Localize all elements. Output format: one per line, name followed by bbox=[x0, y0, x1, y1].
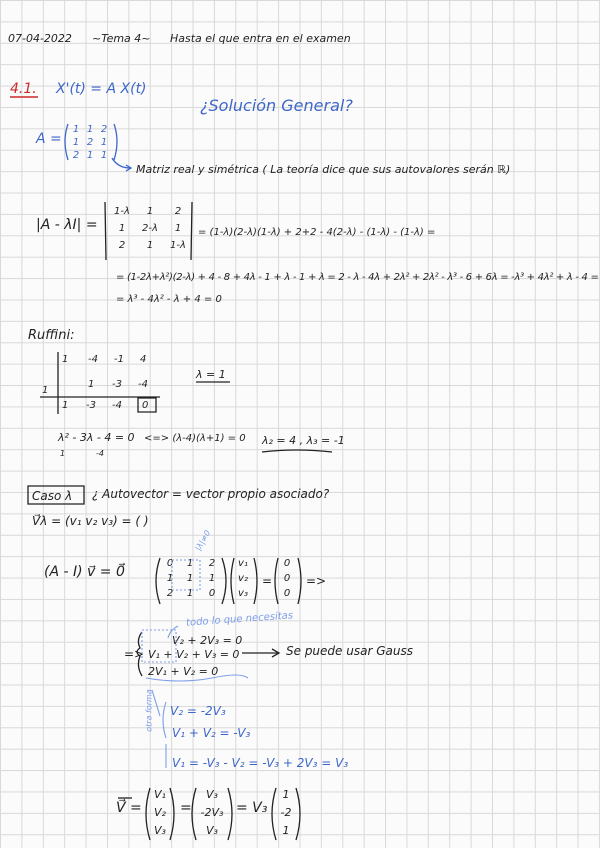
final-dir-cell: -2 bbox=[280, 806, 292, 819]
final-v-cell: V₃ bbox=[154, 824, 166, 837]
matrix-a-bracket-left bbox=[65, 124, 68, 160]
case-matrix-cell: 1 bbox=[166, 573, 174, 584]
case-arrow: => bbox=[306, 574, 327, 588]
case-v-cell: v₂ bbox=[238, 573, 248, 584]
det-line1: = (1-λ)(2-λ)(1-λ) + 2+2 - 4(2-λ) - (1-λ) - (1-λ) = bbox=[198, 227, 436, 238]
header-note: Hasta el que entra en el examen bbox=[170, 32, 351, 45]
final-dir-bracket-left bbox=[272, 788, 276, 840]
ruffini-top: -4 bbox=[88, 354, 98, 365]
case-dotted-box bbox=[172, 560, 200, 590]
det-cell: 1 bbox=[118, 223, 126, 234]
case-zero-bracket-left bbox=[275, 558, 278, 604]
det-cell: 2 bbox=[174, 206, 182, 217]
final-scalar: = V₃ bbox=[236, 800, 268, 816]
final-mid-bracket-left bbox=[192, 788, 196, 840]
case-v-cell: v₃ bbox=[238, 588, 248, 599]
ruffini-divisor: 1 bbox=[42, 385, 49, 396]
det-cell: 1-λ bbox=[114, 206, 130, 217]
quadratic: λ² - 3λ - 4 = 0 bbox=[58, 431, 135, 444]
sol1: V₂ = -2V₃ bbox=[170, 704, 226, 718]
case-zero: 0 bbox=[283, 573, 291, 584]
matrix-a-cell: 2 bbox=[86, 137, 94, 148]
matrix-a-label: A = bbox=[36, 131, 62, 147]
final-v-bracket-right bbox=[170, 788, 174, 840]
case-v-bracket-right bbox=[254, 558, 257, 604]
case-zero: 0 bbox=[283, 588, 291, 599]
case-matrix-cell: 1 bbox=[186, 573, 194, 584]
eq1: V₂ + 2V₃ = 0 bbox=[172, 634, 243, 647]
matrix-a-cell: 1 bbox=[72, 124, 80, 135]
final-dir-bracket-right bbox=[296, 788, 300, 840]
case-v-bracket-left bbox=[231, 558, 234, 604]
side-note: otra forma bbox=[144, 689, 154, 732]
det-cell: 2 bbox=[118, 240, 126, 251]
ruffini-middle: -4 bbox=[138, 379, 148, 390]
gauss-note: Se puede usar Gauss bbox=[286, 644, 413, 658]
det-cell: 2-λ bbox=[142, 223, 158, 234]
ruffini-label: Ruffini: bbox=[28, 328, 75, 343]
final-eq: = bbox=[180, 800, 192, 816]
det-bar-right bbox=[191, 202, 192, 260]
case-eq: = bbox=[262, 574, 273, 588]
final-mid-cell: V₃ bbox=[206, 788, 218, 801]
matrix-note: Matriz real y simétrica ( La teoría dice que sus autovalores serán ℝ) bbox=[136, 163, 511, 176]
case-matrix-bracket-left bbox=[156, 558, 160, 604]
case-vector: V⃗λ = (v₁ v₂ v₃) = ( ) bbox=[32, 514, 149, 528]
system-dotted-box bbox=[142, 630, 176, 662]
ruffini-root: λ = 1 bbox=[196, 368, 226, 381]
ruffini-box bbox=[138, 398, 156, 412]
system-arrow: => bbox=[124, 647, 145, 661]
det-cell: 1-λ bbox=[170, 240, 186, 251]
final-lhs: V⃗ = bbox=[116, 800, 142, 816]
case-zero-bracket-right bbox=[298, 558, 301, 604]
matrix-a-cell: 1 bbox=[72, 137, 80, 148]
ruffini-bottom: -3 bbox=[86, 400, 96, 411]
roots-underline bbox=[262, 450, 332, 452]
system-label: (A - I) v⃗ = 0⃗ bbox=[44, 564, 125, 580]
needed-note: todo lo que necesitas bbox=[185, 610, 294, 629]
final-dir-cell: 1 bbox=[282, 788, 290, 801]
sol-brace bbox=[163, 702, 166, 738]
factored: <=> (λ-4)(λ+1) = 0 bbox=[144, 433, 246, 444]
topic: ~Tema 4~ bbox=[92, 32, 151, 45]
case-matrix-bracket-right bbox=[222, 558, 226, 604]
section-title: ¿Solución General? bbox=[200, 96, 353, 115]
ruffini-top: 4 bbox=[140, 354, 147, 365]
case-matrix-cell: 0 bbox=[208, 588, 216, 599]
final-dir-cell: 1 bbox=[282, 824, 290, 837]
ruffini-top: 1 bbox=[62, 354, 69, 365]
matrix-a-cell: 1 bbox=[86, 124, 94, 135]
case-label: Caso λ bbox=[32, 489, 73, 503]
side-arrow bbox=[152, 690, 160, 716]
case-zero: 0 bbox=[283, 558, 291, 569]
section-number: 4.1. bbox=[10, 81, 37, 97]
final-v-bracket-left bbox=[146, 788, 150, 840]
det-bar-left bbox=[105, 202, 106, 260]
det-cell: 1 bbox=[146, 240, 154, 251]
case-matrix-cell: 1 bbox=[208, 573, 216, 584]
matrix-a-cell: 1 bbox=[86, 150, 94, 161]
ruffini-middle: -3 bbox=[112, 379, 122, 390]
eq2: V₁ + V₂ + V₃ = 0 bbox=[148, 648, 240, 661]
det-cell: 1 bbox=[146, 206, 154, 217]
ruffini-top: -1 bbox=[114, 354, 124, 365]
sol2: V₁ + V₂ = -V₃ bbox=[172, 726, 251, 740]
det-cell: 1 bbox=[174, 223, 182, 234]
section-equation: X'(t) = A X(t) bbox=[56, 81, 147, 97]
det-line2: = (1-2λ+λ²)(2-λ) + 4 - 8 + 4λ - 1 + λ - 1 + λ = 2 - λ - 4λ + 2λ² + 2λ² - λ³ - 6 + 6λ = -λ³ + 4λ² + λ - 4 = bbox=[116, 272, 599, 283]
eq3: 2V₁ + V₂ = 0 bbox=[148, 665, 219, 678]
ruffini-bottom: -4 bbox=[112, 400, 122, 411]
case-v-cell: v₁ bbox=[238, 558, 248, 569]
matrix-a-cell: 1 bbox=[100, 150, 108, 161]
case-matrix-cell: 1 bbox=[186, 558, 194, 569]
sol3: V₁ = -V₃ - V₂ = -V₃ + 2V₃ = V₃ bbox=[172, 756, 349, 770]
matrix-a-bracket-right bbox=[114, 124, 117, 160]
case-matrix-cell: 2 bbox=[208, 558, 216, 569]
annotation-top: |λ|≠0 bbox=[193, 528, 213, 553]
final-v-cell: V₁ bbox=[154, 788, 166, 801]
final-mid-cell: V₃ bbox=[206, 824, 218, 837]
ruffini-middle: 1 bbox=[88, 379, 95, 390]
ruffini-bottom: 0 bbox=[142, 400, 149, 411]
quadratic-mark: -4 bbox=[96, 449, 104, 458]
date: 07-04-2022 bbox=[8, 32, 72, 45]
matrix-a-cell: 2 bbox=[72, 150, 80, 161]
final-mid-cell: -2V₃ bbox=[200, 806, 224, 819]
case-matrix-cell: 1 bbox=[186, 588, 194, 599]
final-v-cell: V₂ bbox=[154, 806, 166, 819]
det-label: |A - λI| = bbox=[36, 217, 98, 233]
roots: λ₂ = 4 , λ₃ = -1 bbox=[262, 434, 345, 447]
final-mid-bracket-right bbox=[228, 788, 232, 840]
quadratic-mark: 1 bbox=[60, 449, 66, 458]
case-matrix-cell: 0 bbox=[166, 558, 174, 569]
ruffini-bottom: 1 bbox=[62, 400, 69, 411]
case-question: ¿ Autovector = vector propio asociado? bbox=[92, 487, 330, 501]
matrix-a-cell: 2 bbox=[100, 124, 108, 135]
case-matrix-cell: 2 bbox=[166, 588, 174, 599]
case-box bbox=[28, 486, 84, 504]
system-brace bbox=[137, 632, 142, 676]
wavy-strike bbox=[146, 675, 248, 681]
matrix-a-cell: 1 bbox=[100, 137, 108, 148]
det-line3: = λ³ - 4λ² - λ + 4 = 0 bbox=[116, 294, 222, 305]
